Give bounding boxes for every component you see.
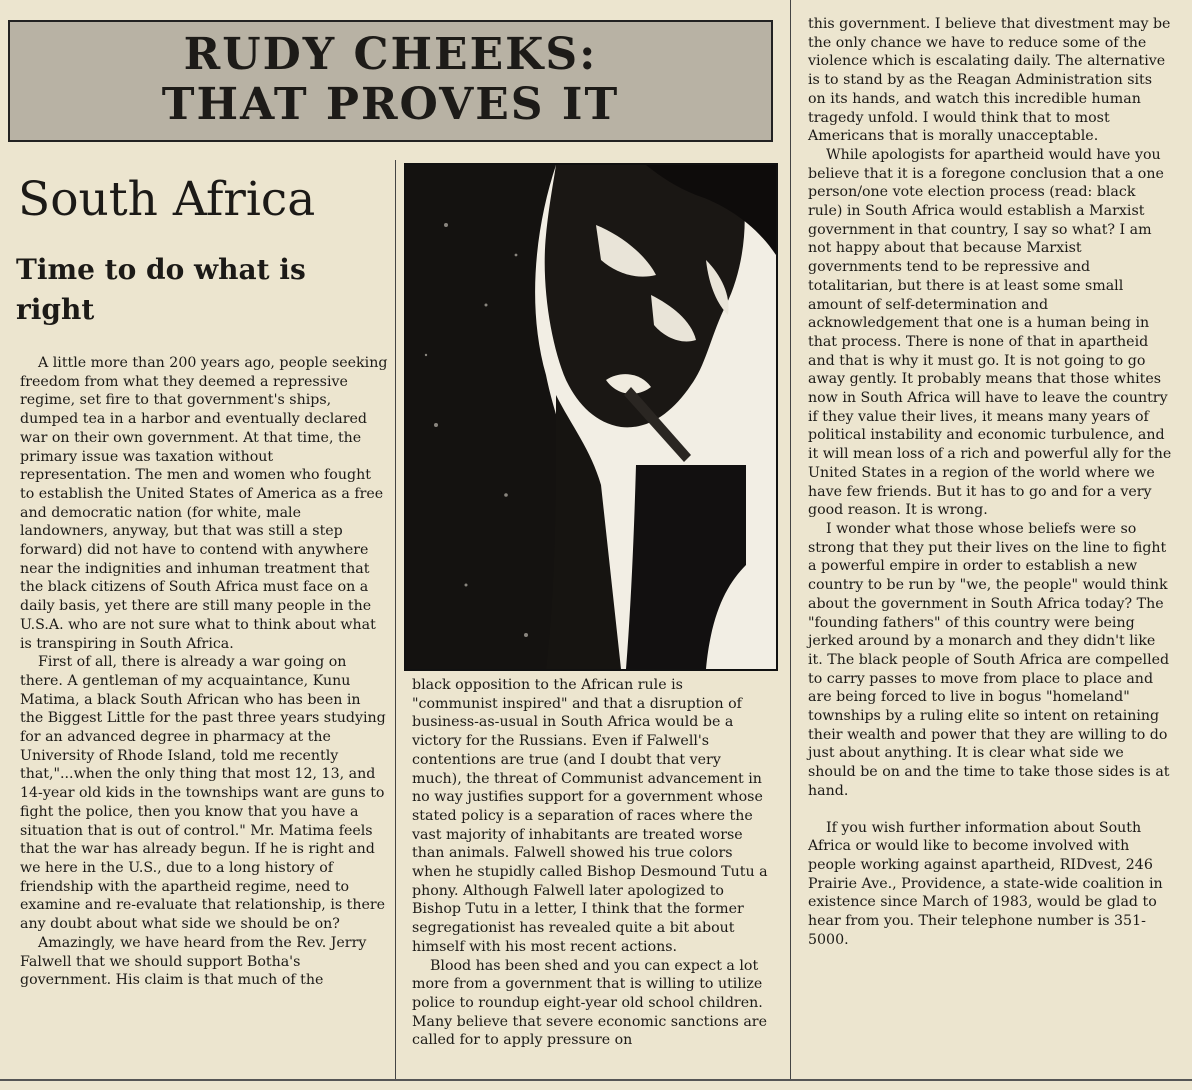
paragraph: I wonder what those whose beliefs were so strong that they put their lives on the line to fight a powerful empire in order to establish a new country to be run by "we, the people" would think about the government in South Africa today? The "founding fathers" of this country were being jerked around by a monarch and they didn't like it. The black people of South Africa are compelled to carry passes to move from place to place and are being forced to live in bogus "homeland" townships by a ruling elite so intent on retaining their wealth and power that they are willing to do just about anything. It is clear what side we should be on and the time to take those sides is at hand. <box>808 520 1170 799</box>
article-headline: South Africa <box>18 172 316 227</box>
paragraph: First of all, there is already a war going on there. A gentleman of my acquaintance, Kunu Matima, a black South African who has been in the Biggest Little for the past three years studying for an advanced degree in pharmacy at the University of Rhode Island, told me recently that,"...when the only thing that most 12, 13, and 14-year old kids in the townships want are guns to fight the police, then you know that you have a situation that is out of control." Mr. Matima feels that the war has already begun. If he is right and we here in the U.S., due to a long history of friendship with the apartheid regime, need to examine and re-evaluate that relationship, is there any doubt about what side we should be on? <box>20 654 386 933</box>
article-subhead: Time to do what is right <box>16 253 306 326</box>
banner-line-1: RUDY CHEEKS: <box>183 29 598 80</box>
page-bottom-rule <box>0 1079 1192 1081</box>
article-photo <box>404 163 778 671</box>
column-divider <box>790 0 791 1080</box>
article-column-1 <box>20 354 388 990</box>
column-divider <box>395 160 396 1080</box>
paragraph: Blood has been shed and you can expect a lot more from a government that is willing to utilize police to roundup eight-year old school children. Many believe that severe economic sanctions are called for to apply pressure on <box>412 957 767 1049</box>
info-paragraph: If you wish further information about South Africa or would like to become involved with people working against apartheid, RIDvest, 246 Prairie Ave., Providence, a state-wide coalition in existence since March of 1983, would be glad to hear from you. Their telephone number is 351-5000. <box>808 819 1163 948</box>
paragraph: black opposition to the African rule is "communist inspired" and that a disruption of business-as-usual in South Africa would be a victory for the Russians. Even if Falwell's contentions are true (and I doubt that very much), the threat of Communist advancement in no way justifies support for a government whose stated policy is a separation of races where the vast majority of inhabitants are treated worse than animals. Falwell showed his true colors when he stupidly called Bishop Desmound Tutu a phony. Although Falwell later apologized to Bishop Tutu in a letter, I think that the former segregationist has revealed quite a bit about himself with his most recent actions. <box>412 677 768 955</box>
paragraph: While apologists for apartheid would have you believe that it is a foregone conclusion that a one person/one vote election process (read: black rule) in South Africa would establish a Marxist government in that country, I say so what? I am not happy about that because Marxist governments tend to be repressive and totalitarian, but there is at least some small amount of self-determination and acknowledgement that one is a human being in that process. There is none of that in apartheid and that is why it must go. It is not going to go away gently. It probably means that those whites now in South Africa will have to leave the country if they value their lives, it means many years of political instability and economic turbulence, and it will mean loss of a rich and powerful ally for the United States in a region of the world where we have few friends. But it has to go and for a very good reason. It is wrong. <box>808 146 1172 519</box>
paragraph: A little more than 200 years ago, people seeking freedom from what they deemed a repressive regime, set fire to that government's ships, dumped tea in a harbor and eventually declared war on their own government. At that time, the primary issue was taxation without representation. The men and women who fought to establish the United States of America as a free and democratic nation (for white, male landowners, anyway, but that was still a step forward) did not have to contend with anywhere near the indignities and inhuman treatment that the black citizens of South Africa must face on a daily basis, yet there are still many people in the U.S.A. who are not sure what to think about what is transpiring in South Africa. <box>20 355 388 652</box>
column-banner <box>8 20 773 142</box>
paragraph: Amazingly, we have heard from the Rev. Jerry Falwell that we should support Botha's government. His claim is that much of the <box>20 934 367 989</box>
paragraph: this government. I believe that divestment may be the only chance we have to reduce some of the violence which is escalating daily. The alternative is to stand by as the Reagan Administration sits on its hands, and watch this incredible human tragedy unfold. I would think that to most Americans that is morally unacceptable. <box>808 16 1171 145</box>
photo-illustration <box>406 165 776 669</box>
banner-line-2: THAT PROVES IT <box>161 79 620 130</box>
article-column-2 <box>412 676 772 1050</box>
article-column-3 <box>808 15 1174 949</box>
